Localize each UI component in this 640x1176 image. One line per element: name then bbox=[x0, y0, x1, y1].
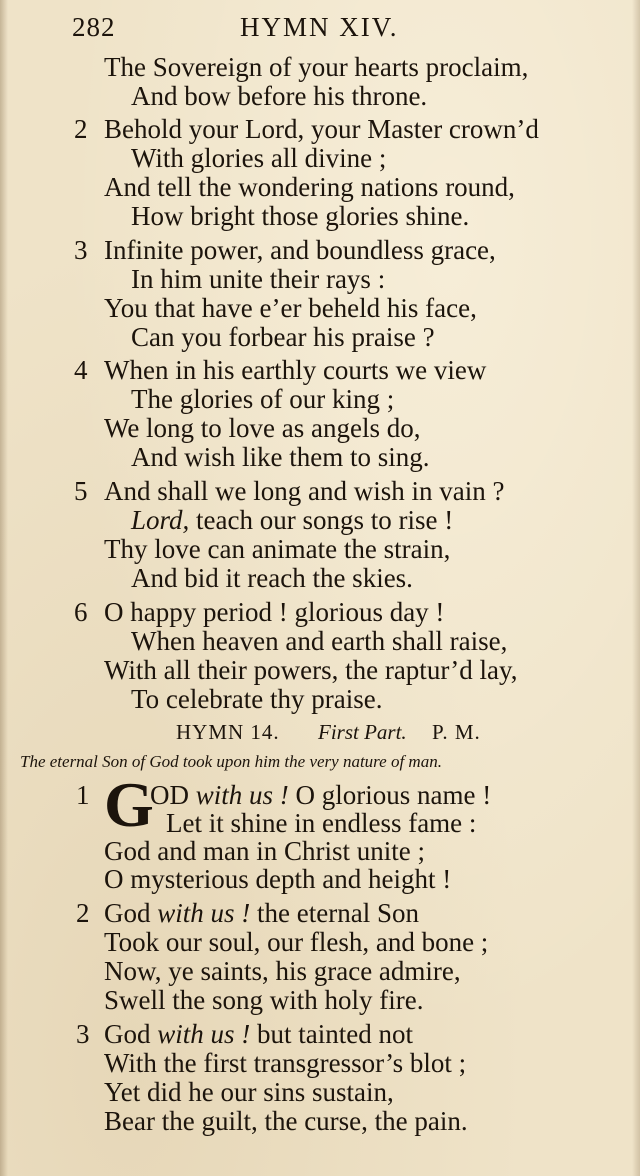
verse-line: And wish like them to sing. bbox=[131, 442, 430, 472]
running-title: HYMN XIV. bbox=[240, 12, 399, 42]
verse-line bbox=[104, 898, 419, 928]
stanza-number: 5 bbox=[74, 476, 88, 506]
verse-line: Thy love can animate the strain, bbox=[104, 534, 451, 564]
stanza-number: 4 bbox=[74, 355, 88, 385]
verse-line: Let it shine in endless fame : bbox=[166, 808, 477, 838]
hymn-subtitle: The eternal Son of God took upon him the very nature of man. bbox=[20, 752, 442, 771]
verse-line: With glories all divine ; bbox=[131, 143, 387, 173]
drop-cap: G bbox=[104, 769, 154, 840]
hymn-heading bbox=[0, 716, 640, 746]
stanza-number: 1 bbox=[76, 780, 90, 810]
verse-line: The Sovereign of your hearts proclaim, bbox=[104, 52, 529, 82]
italic-phrase: with us ! bbox=[195, 780, 289, 810]
verse-text: O glorious name ! bbox=[288, 780, 492, 810]
verse-line: The glories of our king ; bbox=[131, 384, 395, 414]
verse-line: With all their powers, the raptur’d lay, bbox=[104, 655, 518, 685]
stanza-number: 2 bbox=[76, 898, 90, 928]
verse-line: Swell the song with holy fire. bbox=[104, 985, 424, 1015]
hymn-meter: P. M. bbox=[432, 720, 481, 744]
verse-line: O happy period ! glorious day ! bbox=[104, 597, 445, 627]
verse-line: And tell the wondering nations round, bbox=[104, 172, 515, 202]
verse-text: the eternal Son bbox=[250, 898, 419, 928]
verse-line: You that have e’er beheld his face, bbox=[104, 293, 477, 323]
stanza-number: 2 bbox=[74, 114, 88, 144]
verse-line: Bear the guilt, the curse, the pain. bbox=[104, 1106, 468, 1136]
page-number: 282 bbox=[72, 12, 116, 42]
hymn-part: First Part. bbox=[318, 720, 407, 744]
stanza-number: 6 bbox=[74, 597, 88, 627]
page-header bbox=[0, 10, 640, 50]
hymn-title: HYMN 14. bbox=[176, 720, 280, 744]
verse-line: God and man in Christ unite ; bbox=[104, 836, 425, 866]
italic-phrase: with us ! bbox=[157, 1019, 251, 1049]
verse-line: Yet did he our sins sustain, bbox=[104, 1077, 394, 1107]
page-edge-right bbox=[632, 0, 640, 1176]
verse-text: God bbox=[104, 1019, 158, 1049]
verse-text: but tainted not bbox=[250, 1019, 413, 1049]
italic-word: Lord, bbox=[131, 505, 190, 535]
page-edge-left bbox=[0, 0, 8, 1176]
verse-line: Behold your Lord, your Master crown’d bbox=[104, 114, 539, 144]
italic-phrase: with us ! bbox=[157, 898, 251, 928]
verse-line: And bow before his throne. bbox=[131, 81, 428, 111]
verse-line: With the first transgressor’s blot ; bbox=[104, 1048, 467, 1078]
verse-line: And bid it reach the skies. bbox=[131, 563, 413, 593]
verse-line: We long to love as angels do, bbox=[104, 413, 421, 443]
verse-line: Now, ye saints, his grace admire, bbox=[104, 956, 461, 986]
verse-line: Infinite power, and boundless grace, bbox=[104, 235, 496, 265]
verse-line: Took our soul, our flesh, and bone ; bbox=[104, 927, 489, 957]
verse-line bbox=[104, 1019, 413, 1049]
verse-text: God bbox=[104, 898, 158, 928]
stanza-number: 3 bbox=[76, 1019, 90, 1049]
stanza-number: 3 bbox=[74, 235, 88, 265]
verse-text: OD bbox=[150, 780, 196, 810]
verse-line: When in his earthly courts we view bbox=[104, 355, 487, 385]
verse-text: teach our songs to rise ! bbox=[189, 505, 454, 535]
verse-line bbox=[131, 505, 453, 535]
verse-line bbox=[150, 780, 491, 810]
verse-line: To celebrate thy praise. bbox=[131, 684, 383, 714]
verse-line: O mysterious depth and height ! bbox=[104, 864, 452, 894]
verse-line: When heaven and earth shall raise, bbox=[131, 626, 508, 656]
verse-line: In him unite their rays : bbox=[131, 264, 386, 294]
verse-line: Can you forbear his praise ? bbox=[131, 322, 435, 352]
verse-line: How bright those glories shine. bbox=[131, 201, 470, 231]
verse-line: And shall we long and wish in vain ? bbox=[104, 476, 505, 506]
